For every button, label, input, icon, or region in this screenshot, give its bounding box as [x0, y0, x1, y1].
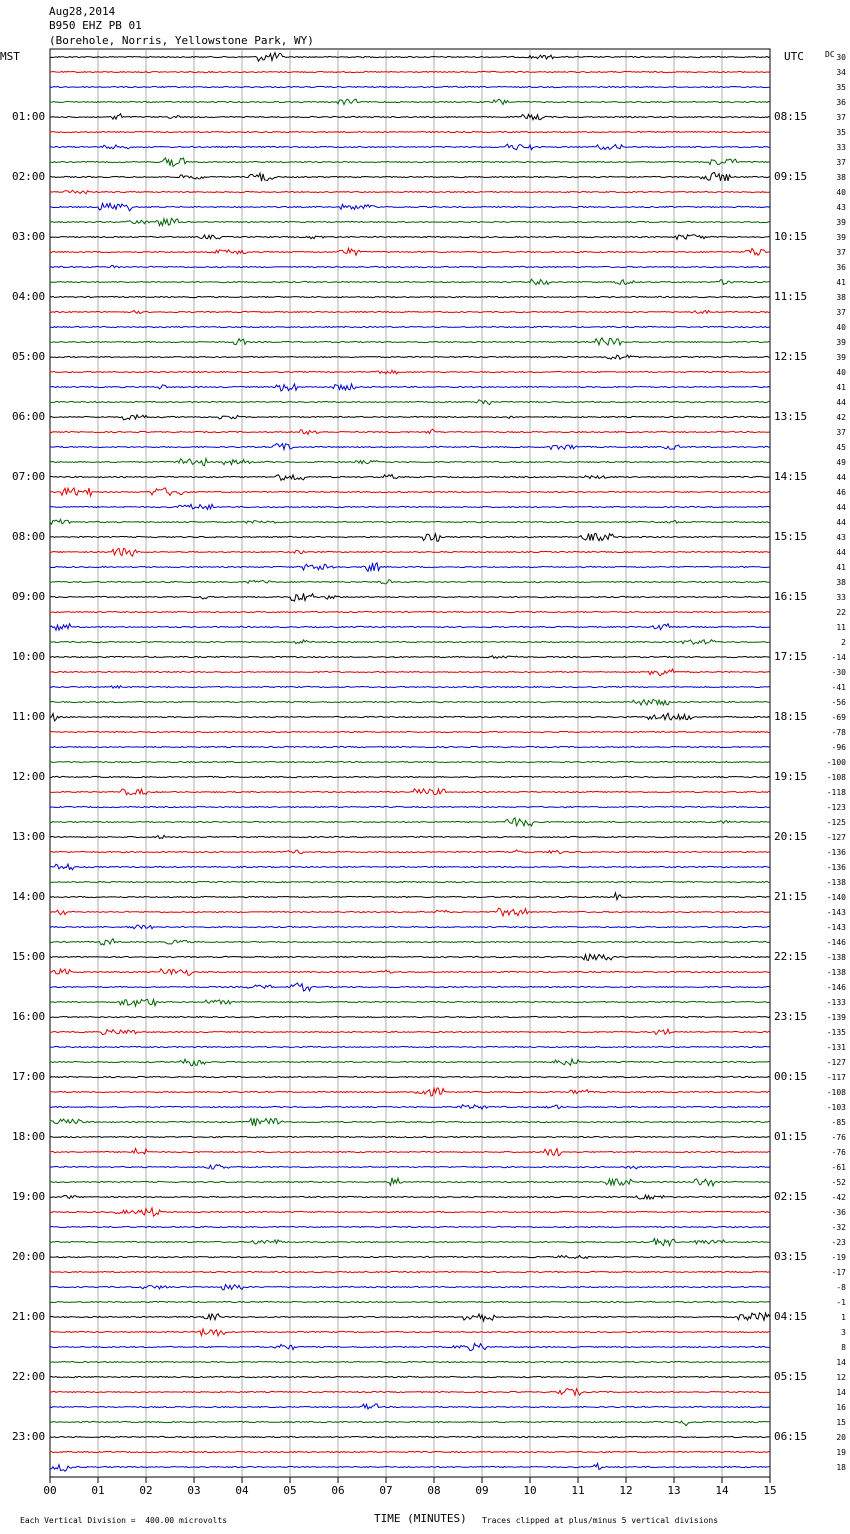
- seismic-trace: [50, 173, 770, 182]
- dc-offset-label: -61: [831, 1163, 846, 1172]
- seismic-trace: [50, 580, 770, 584]
- dc-offset-label: -140: [826, 893, 846, 902]
- mst-hour-label: 15:00: [12, 950, 46, 963]
- mst-hour-label: 18:00: [12, 1130, 46, 1143]
- mst-timezone-label: MST: [0, 50, 20, 63]
- seismic-trace: [50, 761, 770, 762]
- dc-offset-label: -85: [831, 1118, 846, 1127]
- dc-offset-label: 44: [836, 398, 846, 407]
- seismic-trace: [50, 1376, 770, 1377]
- dc-offset-label: 14: [836, 1388, 846, 1397]
- seismic-trace: [50, 384, 770, 391]
- seismic-trace: [50, 789, 770, 795]
- seismic-trace: [50, 1463, 770, 1471]
- seismic-trace: [50, 925, 770, 929]
- dc-offset-label: 22: [836, 608, 846, 617]
- seismic-trace: [50, 864, 770, 870]
- seismic-trace: [50, 235, 770, 240]
- x-tick-label: 12: [619, 1484, 633, 1497]
- dc-offset-label: 38: [836, 578, 846, 587]
- dc-offset-label: 35: [836, 83, 846, 92]
- seismic-trace: [50, 158, 770, 166]
- dc-offset-label: 18: [836, 1463, 846, 1472]
- clip-note: Traces clipped at plus/minus 5 vertical divisions: [482, 1516, 719, 1525]
- dc-offset-label: 44: [836, 548, 846, 557]
- seismic-trace: [50, 1148, 770, 1155]
- dc-offset-label: 40: [836, 368, 846, 377]
- dc-offset-label: -125: [826, 818, 846, 827]
- mst-hour-label: 22:00: [12, 1370, 46, 1383]
- dc-offset-label: -8: [836, 1283, 846, 1292]
- seismic-trace: [50, 338, 770, 345]
- mst-hour-label: 04:00: [12, 290, 46, 303]
- dc-offset-label: -52: [831, 1178, 846, 1187]
- dc-offset-label: -100: [826, 758, 846, 767]
- utc-hour-label: 14:15: [774, 470, 808, 483]
- x-tick-label: 07: [379, 1484, 393, 1497]
- dc-offset-label: 36: [836, 98, 846, 107]
- seismic-trace: [50, 218, 770, 225]
- seismic-trace: [50, 1451, 770, 1452]
- dc-offset-label: 44: [836, 473, 846, 482]
- mst-hour-label: 21:00: [12, 1310, 46, 1323]
- seismic-trace: [50, 296, 770, 297]
- dc-offset-label: 11: [836, 623, 846, 632]
- dc-offset-label: 33: [836, 593, 846, 602]
- utc-hour-label: 19:15: [774, 770, 808, 783]
- scale-note: Each Vertical Division = 400.00 microvolts: [20, 1516, 228, 1525]
- utc-hour-label: 09:15: [774, 170, 808, 183]
- seismic-trace: [50, 279, 770, 284]
- dc-offset-label: 43: [836, 533, 846, 542]
- seismic-trace: [50, 1301, 770, 1302]
- dc-offset-label: -135: [826, 1028, 846, 1037]
- dc-offset-label: -69: [831, 713, 846, 722]
- dc-offset-label: 41: [836, 383, 846, 392]
- seismic-trace: [50, 1329, 770, 1336]
- dc-offset-label: -103: [826, 1103, 846, 1112]
- dc-offset-label: 37: [836, 113, 846, 122]
- dc-offset-label: -108: [826, 1088, 846, 1097]
- seismic-trace: [50, 593, 770, 601]
- utc-hour-label: 18:15: [774, 710, 808, 723]
- seismic-trace: [50, 969, 770, 975]
- dc-offset-label: -138: [826, 953, 846, 962]
- utc-hour-label: 21:15: [774, 890, 808, 903]
- dc-offset-label: 34: [836, 68, 846, 77]
- mst-hour-label: 09:00: [12, 590, 46, 603]
- seismic-trace: [50, 1165, 770, 1169]
- x-tick-label: 01: [91, 1484, 105, 1497]
- dc-offset-label: 33: [836, 143, 846, 152]
- seismic-trace: [50, 624, 770, 631]
- x-tick-label: 00: [43, 1484, 57, 1497]
- x-axis-label: TIME (MINUTES): [374, 1512, 467, 1525]
- dc-offset-label: -138: [826, 878, 846, 887]
- dc-offset-label: 35: [836, 128, 846, 137]
- seismic-trace: [50, 1361, 770, 1362]
- dc-offset-label: 44: [836, 503, 846, 512]
- seismic-trace: [50, 1105, 770, 1109]
- seismic-trace: [50, 850, 770, 854]
- dc-offset-label: 40: [836, 188, 846, 197]
- seismic-trace: [50, 131, 770, 132]
- dc-offset-label: 12: [836, 1373, 846, 1382]
- seismic-trace: [50, 1421, 770, 1426]
- seismic-trace: [50, 563, 770, 572]
- dc-offset-label: 41: [836, 278, 846, 287]
- dc-offset-label: 16: [836, 1403, 846, 1412]
- dc-offset-label: 37: [836, 248, 846, 257]
- dc-offset-label: 46: [836, 488, 846, 497]
- seismic-trace: [50, 355, 770, 359]
- dc-offset-label: -139: [826, 1013, 846, 1022]
- mst-hour-label: 13:00: [12, 830, 46, 843]
- mst-hour-label: 20:00: [12, 1250, 46, 1263]
- seismic-trace: [50, 190, 770, 194]
- seismic-trace: [50, 611, 770, 612]
- seismic-trace: [50, 144, 770, 150]
- seismic-trace: [50, 1059, 770, 1066]
- x-tick-label: 10: [523, 1484, 537, 1497]
- seismic-trace: [50, 835, 770, 838]
- seismic-trace: [50, 686, 770, 689]
- utc-hour-label: 10:15: [774, 230, 808, 243]
- dc-offset-label: -146: [826, 983, 846, 992]
- dc-offset-label: 20: [836, 1433, 846, 1442]
- utc-hour-label: 00:15: [774, 1070, 808, 1083]
- dc-offset-label: -78: [831, 728, 846, 737]
- seismic-trace: [50, 713, 770, 721]
- dc-offset-label: -133: [826, 998, 846, 1007]
- dc-offset-label: 36: [836, 263, 846, 272]
- mst-hour-label: 12:00: [12, 770, 46, 783]
- seismic-trace: [50, 488, 770, 496]
- x-tick-label: 06: [331, 1484, 345, 1497]
- plot-frame: [50, 49, 770, 1477]
- dc-offset-label: -36: [831, 1208, 846, 1217]
- seismic-trace: [50, 1436, 770, 1437]
- x-tick-label: 08: [427, 1484, 441, 1497]
- station-location: (Borehole, Norris, Yellowstone Park, WY): [49, 34, 314, 47]
- seismic-trace: [50, 640, 770, 645]
- seismic-trace: [50, 504, 770, 509]
- seismic-trace: [50, 400, 770, 405]
- seismic-trace: [50, 999, 770, 1006]
- utc-hour-label: 05:15: [774, 1370, 808, 1383]
- dc-offset-label: -123: [826, 803, 846, 812]
- seismic-trace: [50, 86, 770, 87]
- mst-hour-label: 14:00: [12, 890, 46, 903]
- seismic-trace: [50, 1226, 770, 1227]
- utc-hour-label: 11:15: [774, 290, 808, 303]
- dc-offset-label: 37: [836, 308, 846, 317]
- dc-offset-label: -127: [826, 833, 846, 842]
- seismic-trace: [50, 656, 770, 659]
- dc-offset-label: -96: [831, 743, 846, 752]
- dc-offset-label: -138: [826, 968, 846, 977]
- dc-offset-label: 39: [836, 218, 846, 227]
- seismic-trace: [50, 1046, 770, 1047]
- seismic-trace: [50, 954, 770, 960]
- dc-offset-label: 19: [836, 1448, 846, 1457]
- seismic-trace: [50, 1271, 770, 1272]
- utc-hour-label: 12:15: [774, 350, 808, 363]
- x-tick-label: 11: [571, 1484, 585, 1497]
- seismic-trace: [50, 1076, 770, 1077]
- seismic-trace: [50, 881, 770, 882]
- utc-hour-label: 02:15: [774, 1190, 808, 1203]
- dc-offset-label: 37: [836, 428, 846, 437]
- seismic-trace: [50, 1029, 770, 1034]
- seismic-trace: [50, 429, 770, 434]
- seismic-trace: [50, 893, 770, 900]
- dc-offset-label: 38: [836, 173, 846, 182]
- dc-offset-label: 3: [841, 1328, 846, 1337]
- seismic-trace: [50, 114, 770, 120]
- seismic-trace: [50, 1118, 770, 1126]
- mst-hour-label: 19:00: [12, 1190, 46, 1203]
- dc-offset-label: -146: [826, 938, 846, 947]
- utc-hour-label: 06:15: [774, 1430, 808, 1443]
- seismic-trace: [50, 1195, 770, 1199]
- station-id: B950 EHZ PB 01: [49, 19, 142, 32]
- mst-hour-label: 11:00: [12, 710, 46, 723]
- seismic-trace: [50, 939, 770, 945]
- seismic-trace: [50, 370, 770, 374]
- dc-offset-label: -131: [826, 1043, 846, 1052]
- seismic-trace: [50, 415, 770, 420]
- dc-offset-label: 40: [836, 323, 846, 332]
- dc-offset-label: -143: [826, 908, 846, 917]
- seismic-trace: [50, 548, 770, 556]
- dc-offset-label: -42: [831, 1193, 846, 1202]
- dc-offset-label: -17: [831, 1268, 846, 1277]
- seismic-trace: [50, 1239, 770, 1246]
- x-tick-label: 09: [475, 1484, 489, 1497]
- dc-offset-label: -143: [826, 923, 846, 932]
- dc-offset-label: -76: [831, 1133, 846, 1142]
- utc-hour-label: 22:15: [774, 950, 808, 963]
- mst-hour-label: 05:00: [12, 350, 46, 363]
- seismic-trace: [50, 806, 770, 807]
- mst-hour-label: 06:00: [12, 410, 46, 423]
- dc-offset-label: 15: [836, 1418, 846, 1427]
- seismic-trace: [50, 1285, 770, 1290]
- mst-hour-label: 17:00: [12, 1070, 46, 1083]
- dc-offset-label: 45: [836, 443, 846, 452]
- seismic-trace: [50, 71, 770, 72]
- dc-offset-label: -136: [826, 848, 846, 857]
- dc-offset-label: 41: [836, 563, 846, 572]
- mst-hour-label: 03:00: [12, 230, 46, 243]
- seismic-trace: [50, 983, 770, 991]
- seismic-trace: [50, 1313, 770, 1321]
- dc-offset-label: 2: [841, 638, 846, 647]
- dc-offset-label: -117: [826, 1073, 846, 1082]
- dc-offset-label: 39: [836, 338, 846, 347]
- dc-offset-label: -76: [831, 1148, 846, 1157]
- dc-offset-label: -30: [831, 668, 846, 677]
- mst-hour-label: 16:00: [12, 1010, 46, 1023]
- utc-hour-label: 15:15: [774, 530, 808, 543]
- dc-offset-label: 39: [836, 233, 846, 242]
- seismic-trace: [50, 203, 770, 211]
- dc-offset-label: 38: [836, 293, 846, 302]
- dc-offset-label: 39: [836, 353, 846, 362]
- utc-hour-label: 08:15: [774, 110, 808, 123]
- utc-hour-label: 17:15: [774, 650, 808, 663]
- dc-offset-label: -1: [836, 1298, 846, 1307]
- dc-offset-label: -56: [831, 698, 846, 707]
- utc-hour-label: 04:15: [774, 1310, 808, 1323]
- utc-hour-label: 13:15: [774, 410, 808, 423]
- seismic-trace: [50, 266, 770, 268]
- seismic-trace: [50, 458, 770, 465]
- mst-hour-label: 07:00: [12, 470, 46, 483]
- x-tick-label: 13: [667, 1484, 681, 1497]
- dc-offset-label: 1: [841, 1313, 846, 1322]
- utc-hour-label: 01:15: [774, 1130, 808, 1143]
- dc-offset-label: -136: [826, 863, 846, 872]
- utc-hour-label: 20:15: [774, 830, 808, 843]
- dc-offset-label: -108: [826, 773, 846, 782]
- chart-date: Aug28,2014: [49, 5, 116, 18]
- seismic-trace: [50, 818, 770, 826]
- dc-offset-label: 42: [836, 413, 846, 422]
- dc-offset-label: -127: [826, 1058, 846, 1067]
- x-tick-label: 15: [763, 1484, 777, 1497]
- seismic-trace: [50, 669, 770, 676]
- utc-hour-label: 16:15: [774, 590, 808, 603]
- dc-offset-label: -41: [831, 683, 846, 692]
- mst-hour-label: 08:00: [12, 530, 46, 543]
- dc-offset-label: -14: [831, 653, 846, 662]
- seismic-trace: [50, 311, 770, 314]
- dc-offset-label: 30: [836, 53, 846, 62]
- x-tick-label: 14: [715, 1484, 729, 1497]
- seismic-trace: [50, 1255, 770, 1258]
- utc-hour-label: 03:15: [774, 1250, 808, 1263]
- seismic-trace: [50, 776, 770, 777]
- utc-hour-label: 23:15: [774, 1010, 808, 1023]
- seismic-trace: [50, 746, 770, 747]
- dc-offset-label: -19: [831, 1253, 846, 1262]
- dc-offset-label: 14: [836, 1358, 846, 1367]
- mst-hour-label: 23:00: [12, 1430, 46, 1443]
- x-tick-label: 03: [187, 1484, 201, 1497]
- dc-offset-label: -32: [831, 1223, 846, 1232]
- mst-hour-label: 02:00: [12, 170, 46, 183]
- seismic-trace: [50, 248, 770, 255]
- dc-offset-label: 49: [836, 458, 846, 467]
- seismic-trace: [50, 1016, 770, 1017]
- seismic-trace: [50, 444, 770, 450]
- mst-hour-label: 01:00: [12, 110, 46, 123]
- dc-heading: DC: [825, 50, 835, 59]
- dc-offset-label: 8: [841, 1343, 846, 1352]
- dc-offset-label: 43: [836, 203, 846, 212]
- dc-offset-label: 37: [836, 158, 846, 167]
- utc-timezone-label: UTC: [784, 50, 804, 63]
- seismic-trace: [50, 700, 770, 706]
- seismic-trace: [50, 731, 770, 732]
- dc-offset-label: 44: [836, 518, 846, 527]
- seismic-trace: [50, 475, 770, 481]
- seismic-trace: [50, 53, 770, 62]
- dc-offset-label: -23: [831, 1238, 846, 1247]
- seismic-trace: [50, 1344, 770, 1351]
- seismic-trace: [50, 99, 770, 104]
- seismic-trace: [50, 1136, 770, 1137]
- x-tick-label: 05: [283, 1484, 297, 1497]
- seismic-trace: [50, 519, 770, 524]
- mst-hour-label: 10:00: [12, 650, 46, 663]
- seismic-trace: [50, 1208, 770, 1216]
- seismic-trace: [50, 534, 770, 542]
- seismic-trace: [50, 1389, 770, 1396]
- x-tick-label: 04: [235, 1484, 249, 1497]
- dc-offset-label: -118: [826, 788, 846, 797]
- seismic-trace: [50, 1088, 770, 1096]
- seismic-trace: [50, 908, 770, 916]
- seismic-trace: [50, 1404, 770, 1409]
- seismic-trace: [50, 326, 770, 327]
- x-tick-label: 02: [139, 1484, 153, 1497]
- seismic-trace: [50, 1178, 770, 1186]
